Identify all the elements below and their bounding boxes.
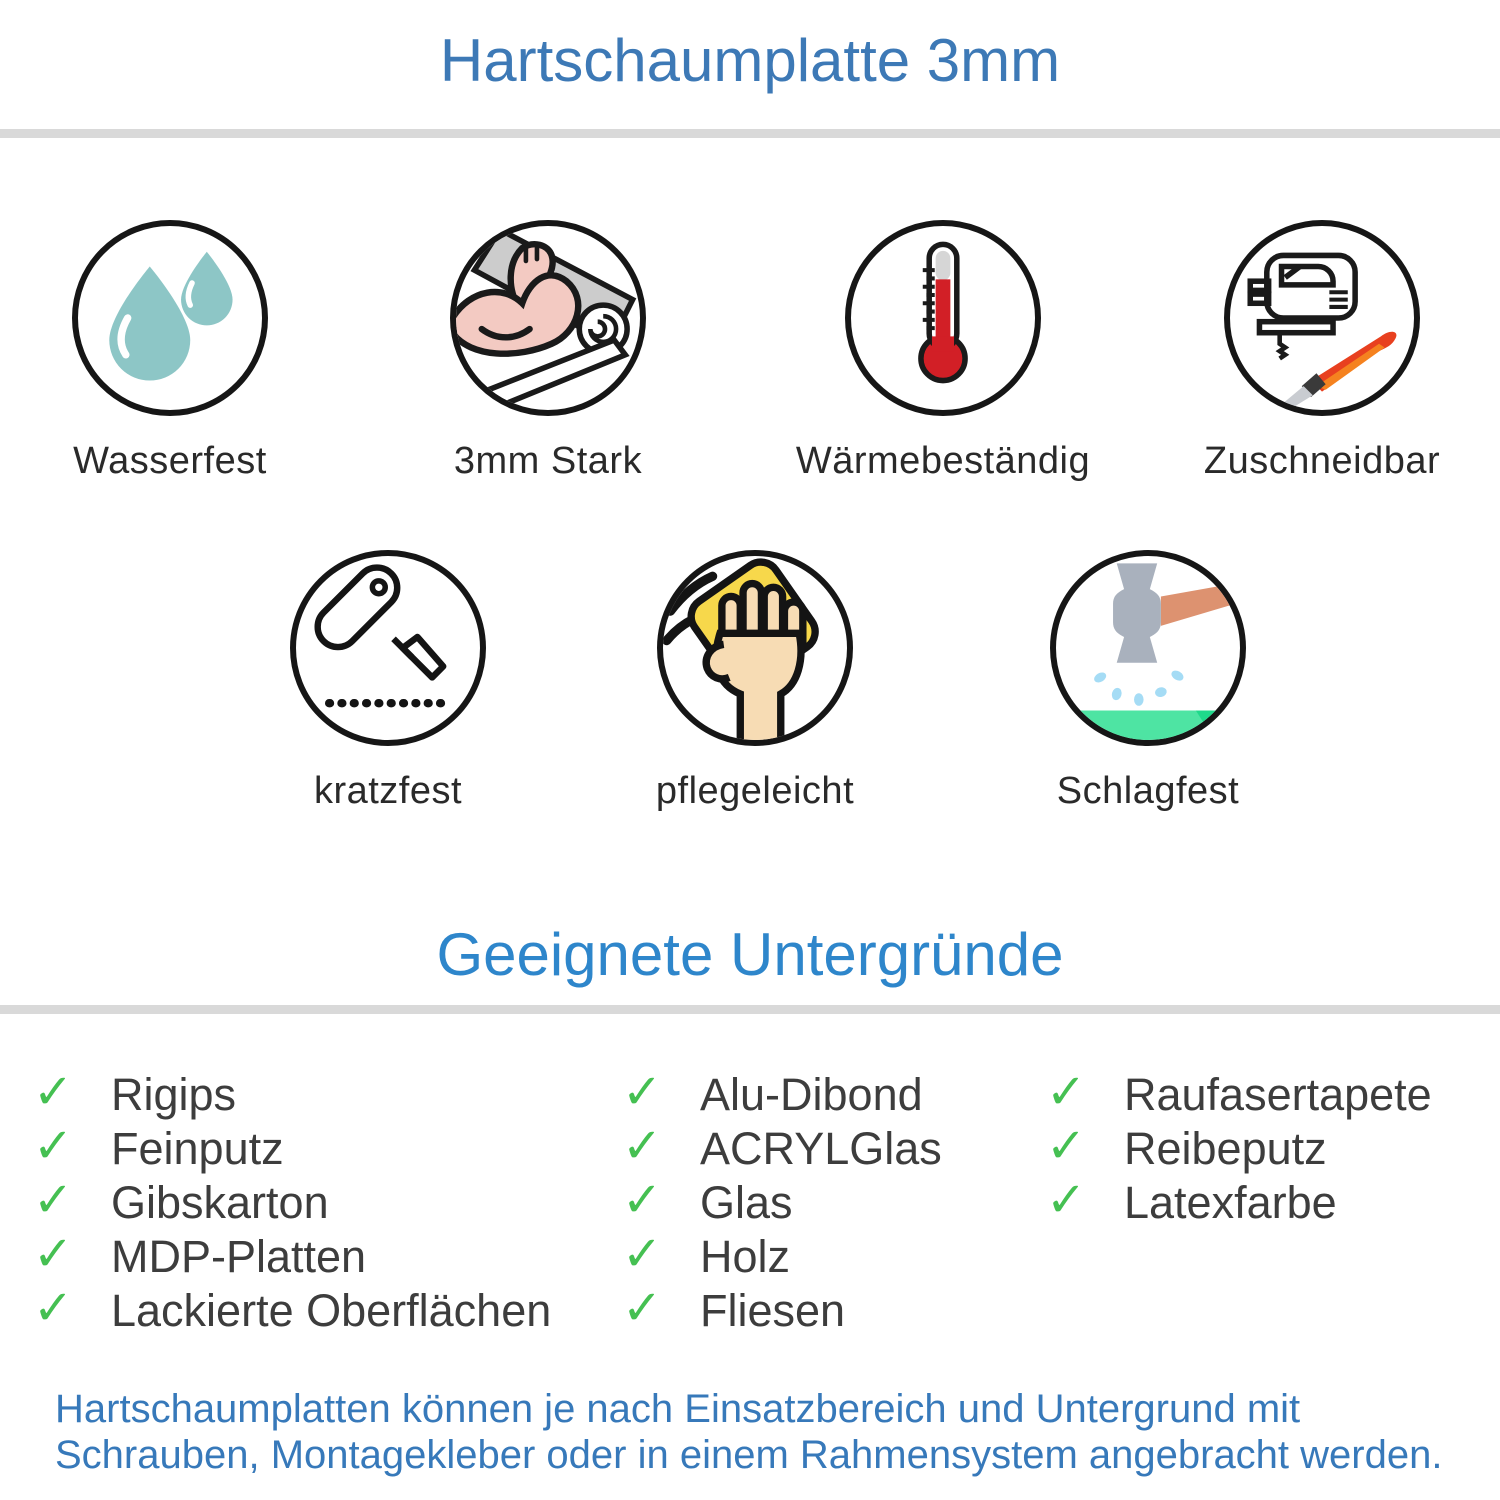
list-item-label: Raufasertapete	[1124, 1069, 1432, 1120]
list-item	[622, 1172, 942, 1230]
check-icon: ✓	[33, 1172, 74, 1228]
utility-knife-icon	[290, 550, 486, 746]
divider-bar-top	[0, 129, 1500, 138]
thermometer-icon	[845, 220, 1041, 416]
check-icon: ✓	[33, 1118, 74, 1174]
list-item	[622, 1226, 942, 1284]
list-item	[1046, 1064, 1432, 1122]
list-item-label: Lackierte Oberflächen	[111, 1285, 552, 1336]
feature-label: Schlagfest	[1056, 770, 1240, 812]
feature-label: kratzfest	[313, 770, 463, 812]
list-item	[1046, 1118, 1432, 1176]
list-item-label: MDP-Platten	[111, 1231, 367, 1282]
feature-label: pflegeleicht	[655, 770, 855, 812]
hammer-icon	[1050, 550, 1246, 746]
list-item-label: Alu-Dibond	[700, 1069, 923, 1120]
feature-pflegeleicht	[585, 550, 925, 812]
list-item	[33, 1226, 551, 1284]
list-item-label: Glas	[700, 1177, 793, 1228]
list-item-label: Feinputz	[111, 1123, 284, 1174]
page-title: Hartschaumplatte 3mm	[439, 27, 1061, 94]
check-icon: ✓	[622, 1280, 663, 1336]
feature-kratzfest	[218, 550, 558, 812]
list-item-label: Latexfarbe	[1124, 1177, 1337, 1228]
list-item	[622, 1280, 942, 1338]
jigsaw-icon	[1224, 220, 1420, 416]
list-item	[33, 1172, 551, 1230]
feature-wasserfest	[0, 220, 340, 482]
substrates-column-1	[33, 1064, 552, 1338]
list-item	[1046, 1172, 1432, 1230]
water-drops-icon	[72, 220, 268, 416]
check-icon: ✓	[33, 1064, 74, 1120]
list-item	[33, 1118, 551, 1176]
list-item	[33, 1064, 551, 1122]
check-icon: ✓	[1046, 1064, 1087, 1120]
mounting-note-line1: Hartschaumplatten können je nach Einsatzbereich und Untergrund mit	[55, 1387, 1301, 1431]
list-item-label: Holz	[700, 1231, 791, 1282]
feature-3mm-stark	[378, 220, 718, 482]
substrates-title: Geeignete Untergründe	[436, 921, 1064, 988]
mounting-note-line2: Schrauben, Montagekleber oder in einem Rahmensystem angebracht werden.	[55, 1433, 1443, 1477]
feature-label: Zuschneidbar	[1203, 440, 1441, 482]
substrates-column-2	[622, 1064, 942, 1338]
list-item-label: Gibskarton	[111, 1177, 329, 1228]
feature-waermebestaendig	[773, 220, 1113, 482]
cleaning-cloth-hand-icon	[657, 550, 853, 746]
feature-zuschneidbar	[1152, 220, 1492, 482]
check-icon: ✓	[622, 1172, 663, 1228]
list-item-label: Fliesen	[700, 1285, 846, 1336]
check-icon: ✓	[622, 1226, 663, 1282]
list-item-label: Rigips	[111, 1069, 237, 1120]
list-item	[622, 1064, 942, 1122]
substrates-column-3	[1046, 1064, 1432, 1230]
check-icon: ✓	[622, 1064, 663, 1120]
check-icon: ✓	[33, 1226, 74, 1282]
muscle-arm-icon	[450, 220, 646, 416]
check-icon: ✓	[1046, 1118, 1087, 1174]
divider-bar-bottom	[0, 1005, 1500, 1014]
check-icon: ✓	[33, 1280, 74, 1336]
list-item-label: ACRYLGlas	[700, 1123, 942, 1174]
feature-label: Wärmebeständig	[795, 440, 1091, 482]
list-item	[33, 1280, 552, 1338]
check-icon: ✓	[1046, 1172, 1087, 1228]
mounting-note	[55, 1386, 1475, 1478]
feature-label: 3mm Stark	[453, 440, 643, 482]
list-item	[622, 1118, 942, 1176]
check-icon: ✓	[622, 1118, 663, 1174]
feature-schlagfest	[978, 550, 1318, 812]
list-item-label: Reibeputz	[1124, 1123, 1327, 1174]
feature-label: Wasserfest	[73, 440, 267, 482]
